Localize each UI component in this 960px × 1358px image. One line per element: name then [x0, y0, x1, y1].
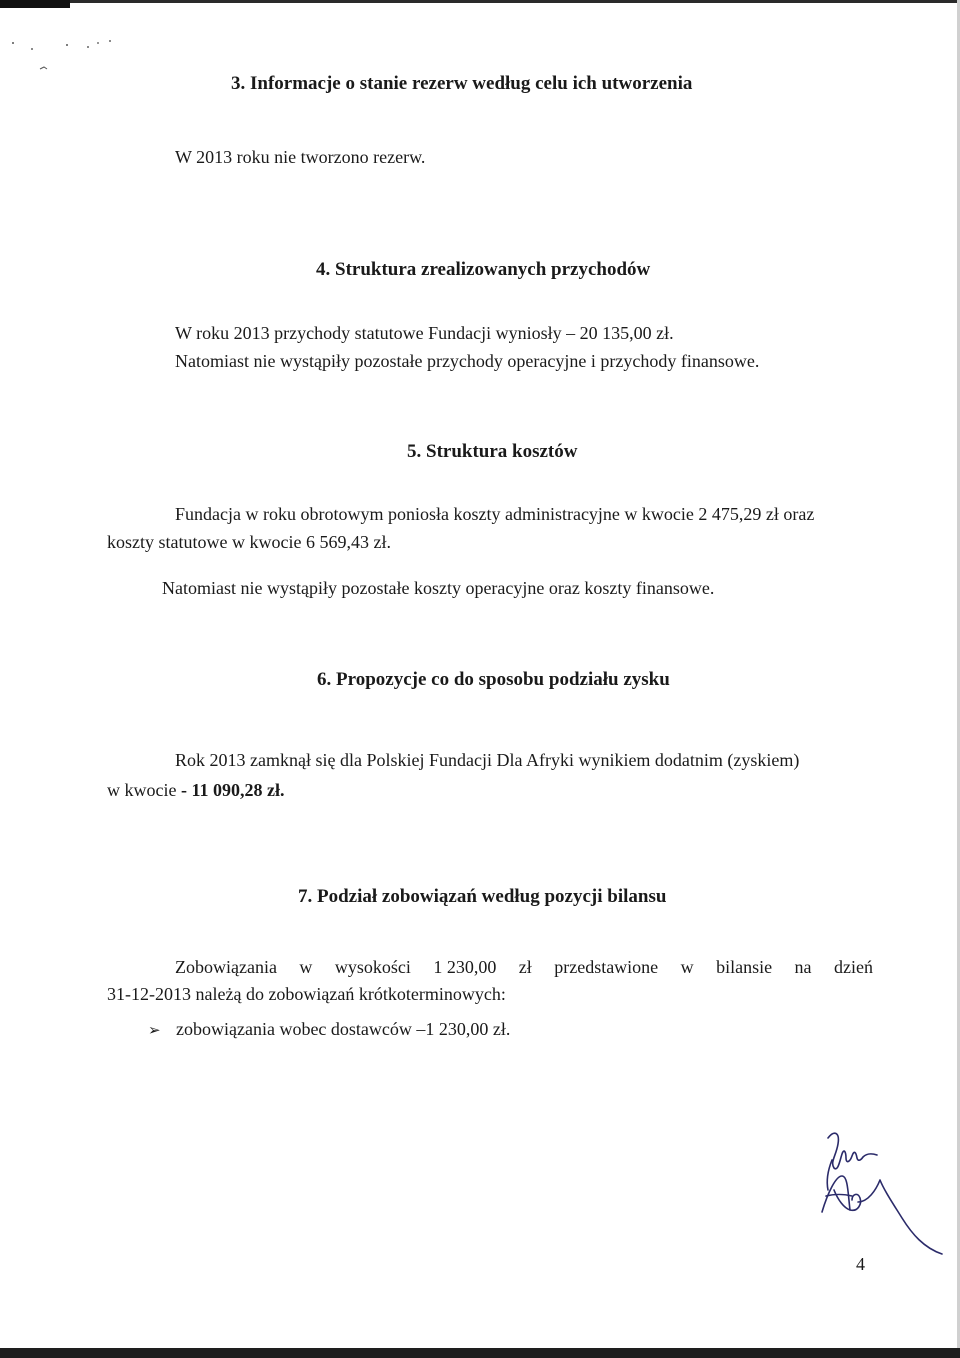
section-7-paragraph-line-1 [175, 956, 873, 978]
word: bilansie [716, 957, 773, 977]
section-5-paragraph-1-line-1: Fundacja w roku obrotowym poniosła koszty administracyjne w kwocie 2 475,29 zł oraz [175, 504, 815, 524]
word: zł [518, 957, 532, 977]
bullet-item [148, 1018, 510, 1041]
section-5-paragraph-1-line-2: koszty statutowe w kwocie 6 569,43 zł. [107, 532, 391, 552]
scan-edge-top-left [0, 0, 70, 8]
word: Zobowiązania [175, 957, 277, 977]
section-6-paragraph-line-1: Rok 2013 zamknął się dla Polskiej Fundacji Dla Afryki wynikiem dodatnim (zyskiem) [175, 750, 800, 770]
profit-amount: - 11 090,28 zł. [180, 780, 285, 800]
word: przedstawione [554, 957, 659, 977]
section-6-paragraph-line-2 [107, 779, 284, 801]
amount-label: w kwocie [107, 780, 177, 800]
page-number: 4 [856, 1254, 865, 1274]
word: w [299, 957, 313, 977]
section-4-paragraph-2: Natomiast nie wystąpiły pozostałe przychody operacyjne i przychody finansowe. [175, 351, 760, 371]
word: w [680, 957, 694, 977]
bullet-text: zobowiązania wobec dostawców –1 230,00 zł. [176, 1019, 511, 1039]
section-5-paragraph-2: Natomiast nie wystąpiły pozostałe koszty operacyjne oraz koszty finansowe. [162, 578, 715, 598]
section-3-paragraph: W 2013 roku nie tworzono rezerw. [175, 147, 426, 167]
word: na [794, 957, 812, 977]
amount-word: 1 230,00 [433, 957, 497, 977]
section-4-heading: 4. Struktura zrealizowanych przychodów [316, 259, 651, 280]
scan-edge-top [0, 0, 960, 3]
section-4-paragraph-1: W roku 2013 przychody statutowe Fundacji wyniosły – 20 135,00 zł. [175, 323, 674, 343]
section-7-paragraph-line-2: 31-12-2013 należą do zobowiązań krótkoterminowych: [107, 984, 506, 1004]
section-3-heading: 3. Informacje o stanie rezerw według celu ich utworzenia [231, 73, 693, 94]
word: dzień [834, 957, 873, 977]
scan-specks [10, 35, 130, 85]
section-6-heading: 6. Propozycje co do sposobu podziału zysku [317, 669, 670, 690]
handwritten-signature-icon [812, 1120, 960, 1280]
section-5-heading: 5. Struktura kosztów [407, 441, 578, 462]
scan-edge-bottom [0, 1348, 960, 1358]
section-7-heading: 7. Podział zobowiązań według pozycji bilansu [298, 886, 667, 907]
word: wysokości [334, 957, 411, 977]
arrow-bullet-icon: ➢ [148, 1021, 161, 1039]
